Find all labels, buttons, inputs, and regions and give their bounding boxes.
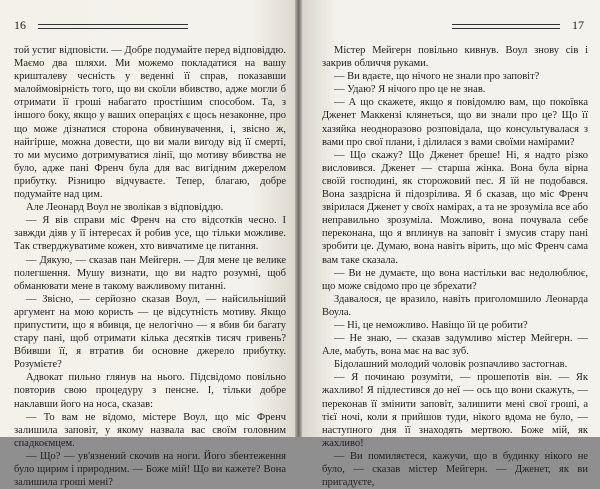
header-rule-right [452, 24, 560, 29]
header-rule-left [38, 24, 188, 29]
left-page [0, 0, 295, 489]
paragraph: — Звісно, — серйозно сказав Воул, — найсильніший аргумент на мою користь — це відсутність мотиву. Якщо припустити, що я вбивця, це нелогічно — я вбив би багату стару пані, щоб отримати кілька десятків тисяч гривень? Вбивши її, я втратив би основне джерело прибутку. Розумієте? [14, 293, 286, 371]
paragraph: — Ні, це неможливо. Навіщо їй це робити? [334, 319, 528, 331]
right-page-text [322, 44, 588, 489]
paragraph: — Ви помиляєтеся, кажучи, що в будинку нікого не було, — сказав містер Мейгерн. — Дженет, як ви пригадуєте, [322, 450, 588, 489]
paragraph: — Не знаю, — сказав задумливо містер Мейгерн. — Але, мабуть, вона має на вас зуб. [322, 333, 588, 358]
left-page-text [14, 44, 286, 489]
paragraph: — Дякую, — сказав пан Мейгерн. — Для мене це велике полегшення. Мушу визнати, що ви надто розумні, щоб обманювати мене в такому важливому питанні. [14, 254, 286, 292]
paragraph: Але Леонард Воул не зволікав з відповіддю. [26, 202, 224, 214]
paragraph: — Я починаю розуміти, — прошепотів він. — Як жахливо! Я підлестився до неї — ось що вони скажуть, — переконав її змінити заповіт, залишити мені свої гроші, а тієї ночі, коли я прийшов туди, нікого вдома не було, — наступного дня її знаходять мертвою. Боже мій, як жахливо! [322, 372, 588, 449]
paragraph: — Ви вдаєте, що нічого не знали про заповіт? [334, 71, 540, 83]
paragraph: Бідолашний молодий чоловік розпачливо застогнав. [334, 359, 568, 371]
paragraph: — То вам не відомо, містере Воул, що міс Френч залишила заповіт, у якому назвала вас своїм головним спадкоємцем. [14, 411, 286, 449]
paragraph: Адвокат пильно глянув на нього. Підсвідомо повільно повторив свою процедуру з пенсне. І, тільки добре наклавши його на носа, сказав: [14, 372, 286, 410]
paragraph: — Ви не думаєте, що вона настільки вас недолюблює, що може свідомо про це збрехати? [322, 267, 588, 292]
paragraph: той устиг відповісти. — Добре подумайте перед відповіддю. Маємо два шляхи. Ми можемо покладатися на вашу кришталеву чесність у веденні її справ, показавши малоймовірність того, що ви скоїли вбивство, адже могли б отримати її гроші набагато простішим способом. Та, з іншого боку, якщо у ваших операціях є щось незаконне, про що може дізнатися сторона обвинувачення, і, звісно ж, найгірше, можна довести, що ви мали вигоду від її смерті, то ми мусимо дотримуватися лінії, що мотиву вбивства не було, адже пані Френч була для вас вигідним джерелом прибутку. Різницю відчуваєте. Тепер, благаю, добре подумайте над цим. [14, 45, 286, 201]
book-gutter [295, 0, 302, 437]
paragraph: Здавалося, це вразило, навіть приголомшило Леонарда Воула. [322, 293, 588, 318]
page-number-right: 17 [572, 18, 584, 32]
right-page [302, 0, 600, 489]
page-number-left: 16 [14, 18, 26, 32]
paragraph: — Що? — ув'язнений скочив на ноги. Його збентеження було щирим і природним. — Боже мій! Що ви кажете? Вона залишила гроші мені? [14, 450, 286, 489]
paragraph: Містер Мейгерн повільно кивнув. Воул знову сів і закрив обличчя руками. [322, 45, 588, 70]
paragraph: — Удаю? Я нічого про це не знав. [334, 84, 486, 96]
paragraph: — Що скажу? Що Дженет бреше! Ні, я надто різко висловився. Дженет — старша жінка. Вона була вірна своїй господині, як сторожовий пес. Я їй не подобався. Вона заздрісна й підозрілива. Я б сказав, що міс Френч звірилася Дженет у своїх намірах, а та не зрозуміла все або неправильно зрозуміла. Можливо, вона почувала себе переконана, що я вплинув на заповіт і змусив стару пані зробити це. Думаю, вона навіть вірить, що міс Френч сама вам таке сказала. [322, 149, 588, 266]
paragraph: — Я вів справи міс Френч на сто відсотків чесно. І завжди діяв у її інтересах й робив усе, що тільки можливе. Так стверджуватиме кожен, хто вивчатиме це питання. [14, 215, 286, 253]
paragraph: — А що скажете, якщо я повідомлю вам, що покоївка Дженет Маккензі клянеться, що ви знали про це? Що її хазяйка неодноразово розповідала, що консультувалася з вами про свої плани, і ділилася з вами своїми намірами? [322, 97, 588, 148]
